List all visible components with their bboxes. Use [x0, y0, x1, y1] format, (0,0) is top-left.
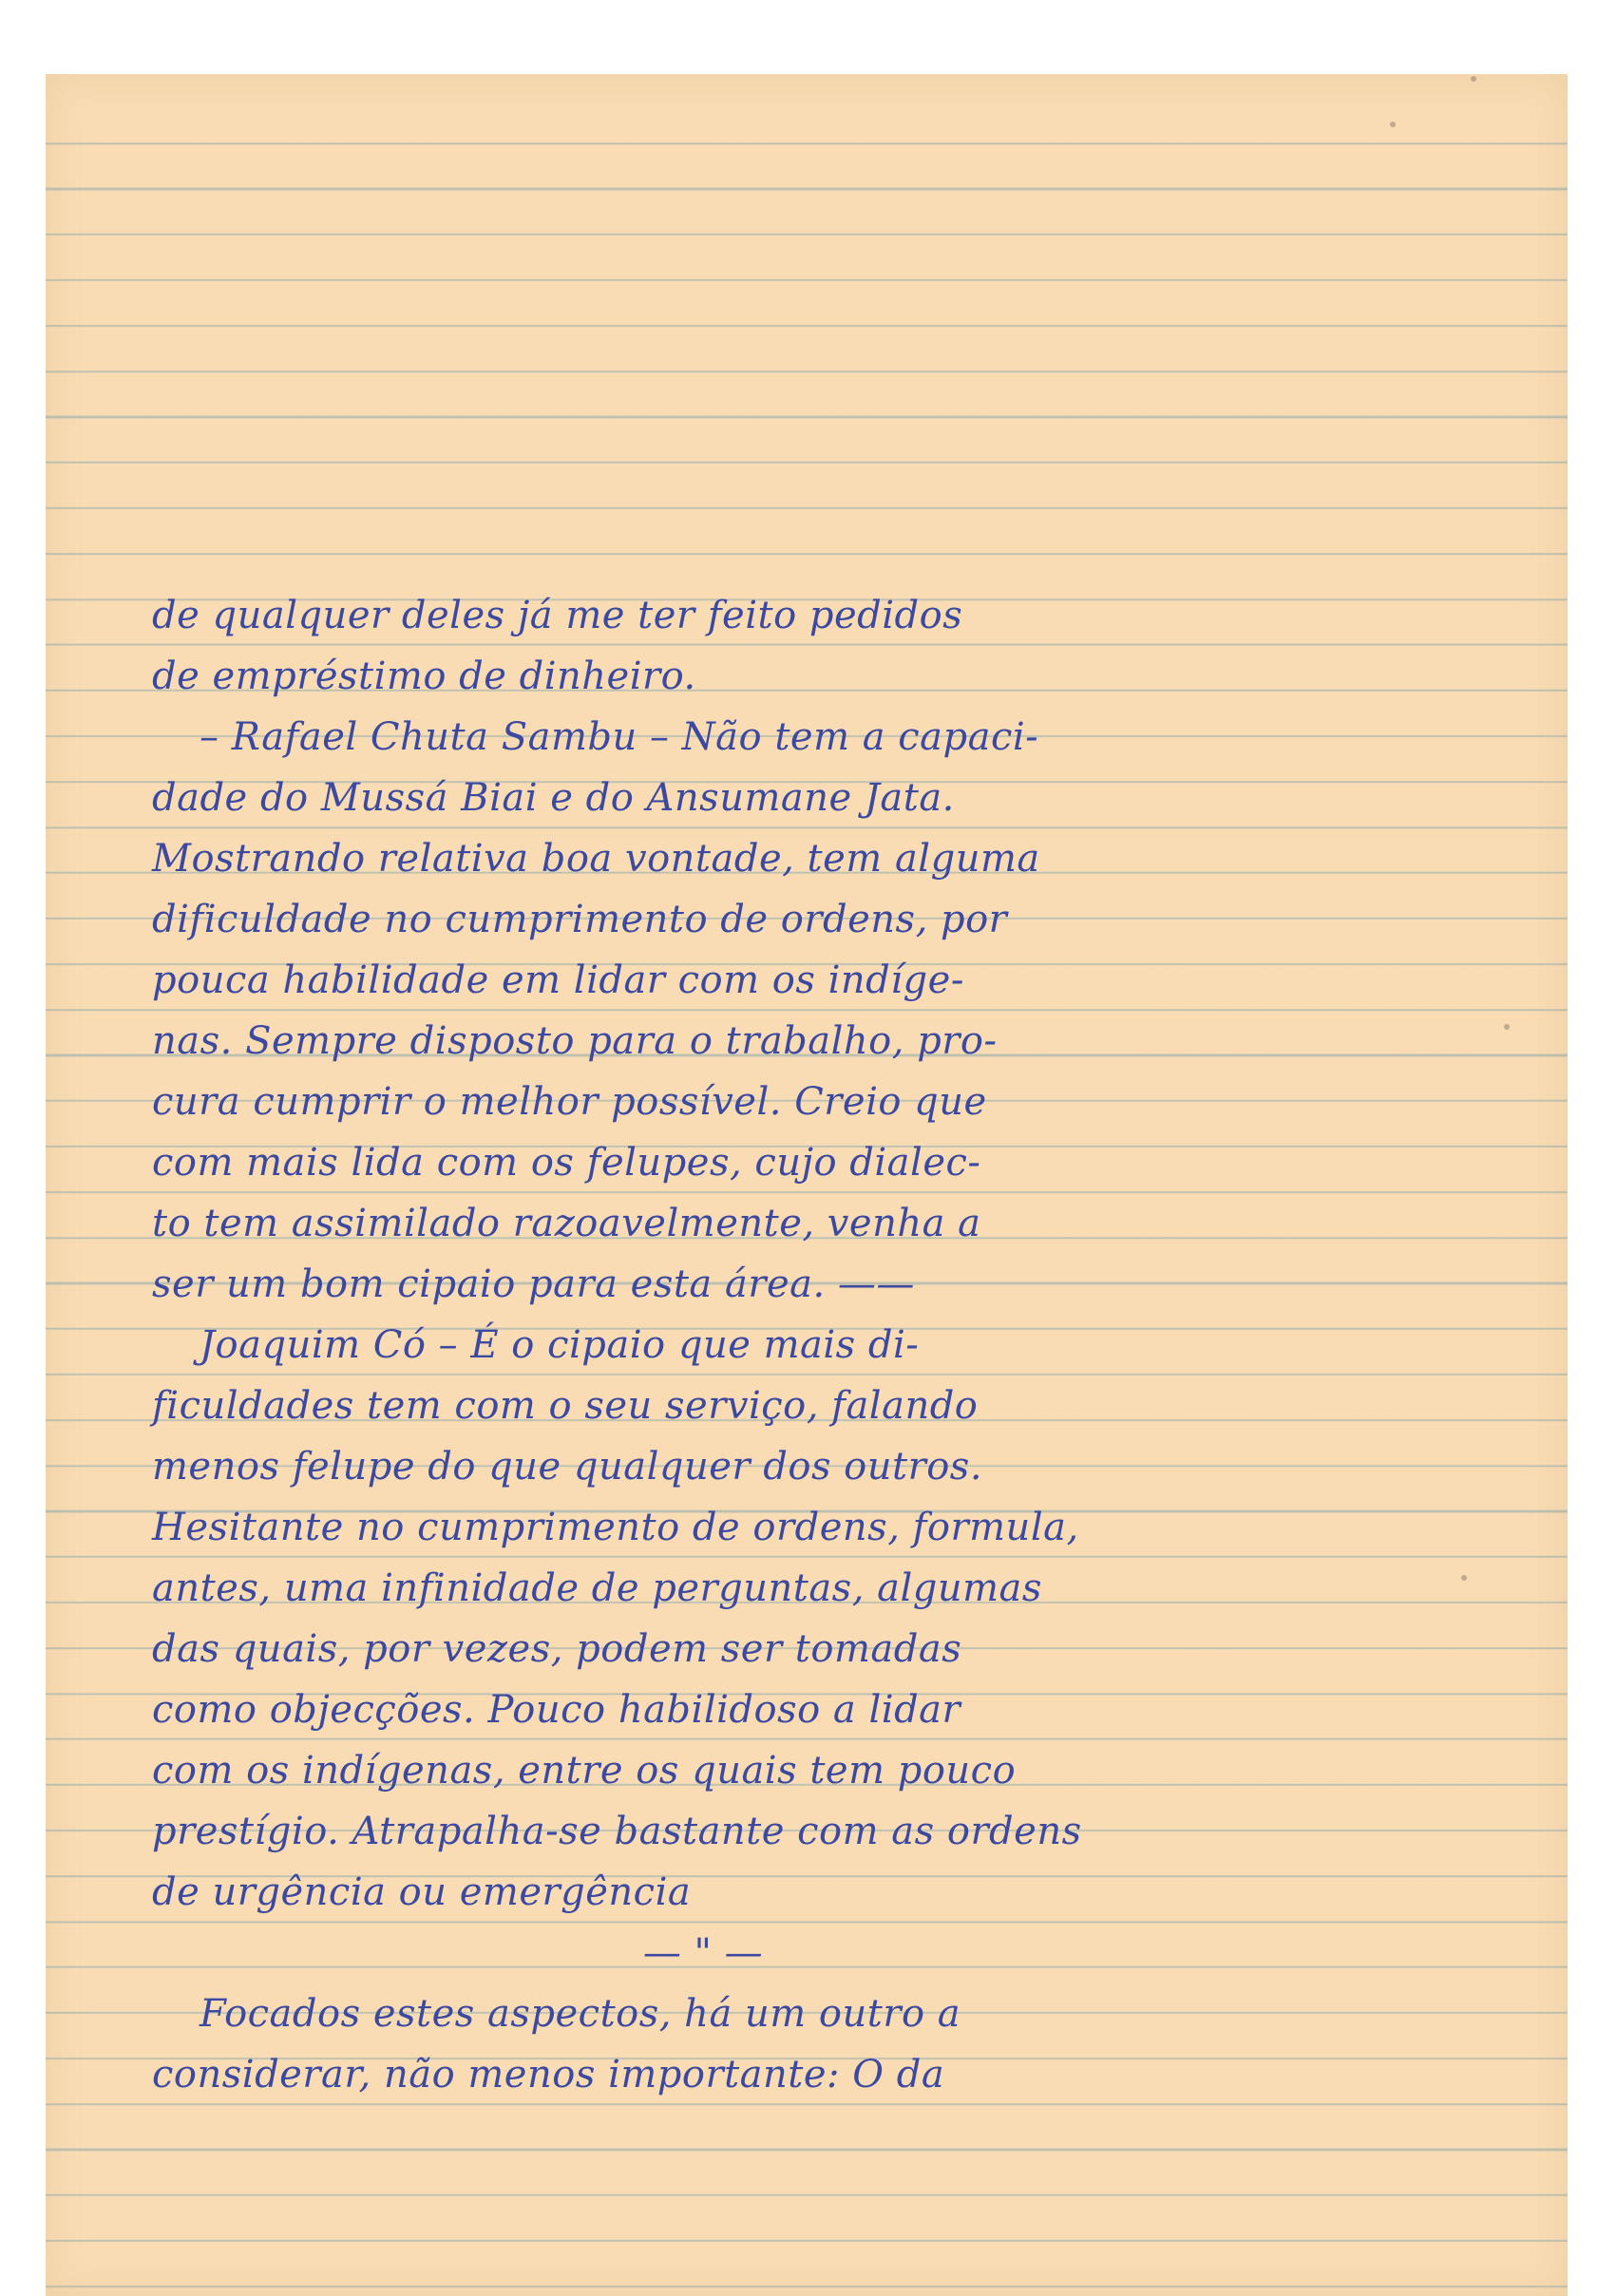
text-line: to tem assimilado razoavelmente, venha a [152, 1202, 981, 1245]
text-line: considerar, não menos importante: O da [152, 2053, 945, 2097]
text-line-joaquim-heading: Joaquim Có – É o cipaio que mais di- [200, 1323, 920, 1367]
text-line: antes, uma infinidade de perguntas, algumas [152, 1566, 1042, 1610]
text-line: Mostrando relativa boa vontade, tem alguma [152, 837, 1040, 881]
notebook-page [46, 74, 1568, 2296]
text-line: prestígio. Atrapalha-se bastante com as ordens [152, 1810, 1082, 1853]
paper-speck [1471, 76, 1476, 82]
section-separator: — " — [642, 1931, 764, 1975]
text-line: com mais lida com os felupes, cujo dialec- [152, 1141, 981, 1185]
text-line: pouca habilidade em lidar com os indíge- [152, 958, 964, 1002]
text-line: das quais, por vezes, podem ser tomadas [152, 1627, 962, 1671]
text-line: com os indígenas, entre os quais tem pouco [152, 1749, 1017, 1793]
text-line: dade do Mussá Biai e do Ansumane Jata. [152, 776, 955, 820]
text-line: menos felupe do que qualquer dos outros. [152, 1445, 983, 1489]
paper-speck [1504, 1024, 1510, 1030]
text-line: de qualquer deles já me ter feito pedidos [152, 594, 963, 637]
text-line: nas. Sempre disposto para o trabalho, pro- [152, 1019, 998, 1063]
paper-speck [1461, 1575, 1467, 1581]
text-line: dificuldade no cumprimento de ordens, por [152, 898, 1008, 941]
text-line: como objecções. Pouco habilidoso a lidar [152, 1688, 961, 1732]
text-line: Focados estes aspectos, há um outro a [200, 1992, 961, 2036]
text-line: ser um bom cipaio para esta área. —— [152, 1262, 915, 1306]
text-line: de urgência ou emergência [152, 1870, 692, 1914]
text-line: ficuldades tem com o seu serviço, falando [152, 1384, 979, 1428]
handwritten-text [152, 585, 1254, 2105]
paper-speck [1390, 122, 1396, 127]
text-line: cura cumprir o melhor possível. Creio que [152, 1080, 987, 1124]
text-line: de empréstimo de dinheiro. [152, 655, 696, 698]
text-line: Hesitante no cumprimento de ordens, formula, [152, 1506, 1079, 1549]
text-line-rafael-heading: – Rafael Chuta Sambu – Não tem a capaci- [200, 715, 1039, 759]
